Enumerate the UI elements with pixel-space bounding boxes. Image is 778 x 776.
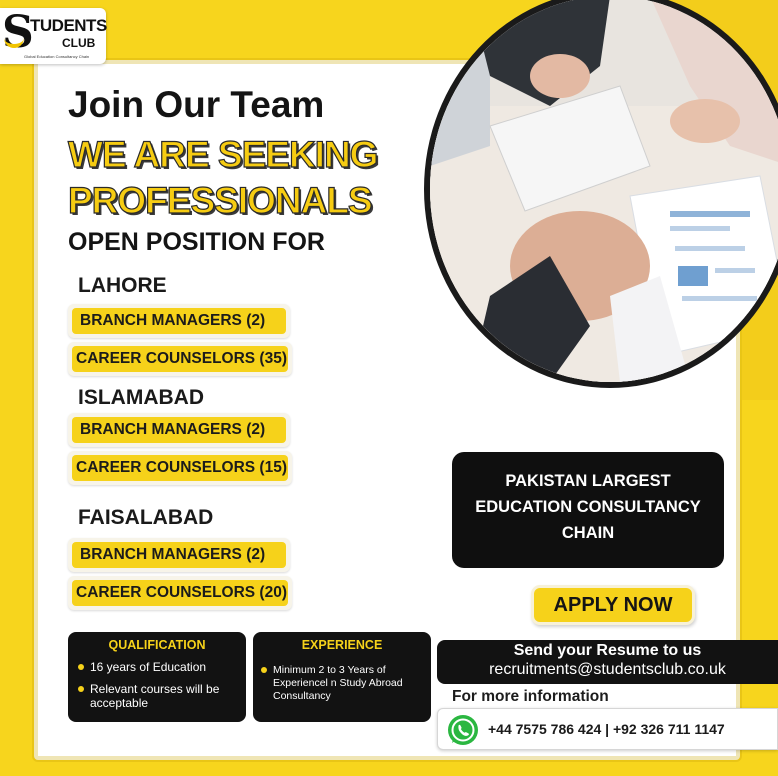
city-faisalabad: FAISALABAD <box>78 506 214 529</box>
position-label: BRANCH MANAGERS (2) <box>72 542 286 568</box>
logo-students-text: TUDENTS <box>30 16 107 35</box>
position-label: CAREER COUNSELORS (35) <box>72 346 288 372</box>
open-position-heading: OPEN POSITION FOR <box>68 228 325 256</box>
office-meeting-photo <box>424 0 778 388</box>
position-badge <box>68 538 290 572</box>
send-resume-title: Send your Resume to us <box>513 642 702 659</box>
qualification-title: QUALIFICATION <box>108 638 206 652</box>
position-label: CAREER COUNSELORS (20) <box>72 580 288 606</box>
banner-line: EDUCATION CONSULTANCY <box>475 498 701 516</box>
phone-numbers[interactable]: +44 7575 786 424 | +92 326 711 1147 <box>488 721 725 737</box>
experience-item: Minimum 2 to 3 Years of Experiencel n Study Abroad Consultancy <box>259 664 429 703</box>
banner-line: PAKISTAN LARGEST <box>505 472 671 490</box>
position-badge <box>68 304 290 338</box>
banner-line: CHAIN <box>561 524 615 542</box>
experience-title: EXPERIENCE <box>301 638 383 652</box>
join-heading: Join Our Team <box>68 84 325 125</box>
apply-now-button[interactable]: APPLY NOW <box>534 588 692 622</box>
logo-tagline: Global Education Consultancy Chain <box>24 54 90 59</box>
qualification-box <box>68 632 246 722</box>
position-label: BRANCH MANAGERS (2) <box>72 417 286 443</box>
position-label: BRANCH MANAGERS (2) <box>72 308 286 334</box>
position-badge <box>68 576 292 610</box>
qualification-item: Relevant courses will be acceptable <box>76 682 242 710</box>
experience-box <box>253 632 431 722</box>
seeking-heading-line1: WE ARE SEEKING <box>68 134 378 175</box>
students-club-logo <box>0 8 106 64</box>
city-lahore: LAHORE <box>78 274 167 297</box>
whatsapp-icon[interactable] <box>446 713 480 747</box>
city-islamabad: ISLAMABAD <box>78 386 204 409</box>
phone-contact-bar <box>437 708 778 750</box>
position-label: CAREER COUNSELORS (15) <box>72 455 288 481</box>
qualification-item: 16 years of Education <box>76 660 242 674</box>
more-info-label: For more information <box>452 688 609 705</box>
position-badge <box>68 413 290 447</box>
email-link[interactable]: recruitments@studentsclub.co.uk <box>489 661 726 678</box>
logo-club-text: CLUB <box>62 36 96 50</box>
seeking-heading-line2: PROFESSIONALS <box>68 180 372 221</box>
largest-chain-banner <box>452 452 724 568</box>
position-badge <box>68 342 292 376</box>
position-badge <box>68 451 292 485</box>
send-resume-box <box>437 640 778 684</box>
logo-s-letter: S <box>2 7 34 58</box>
